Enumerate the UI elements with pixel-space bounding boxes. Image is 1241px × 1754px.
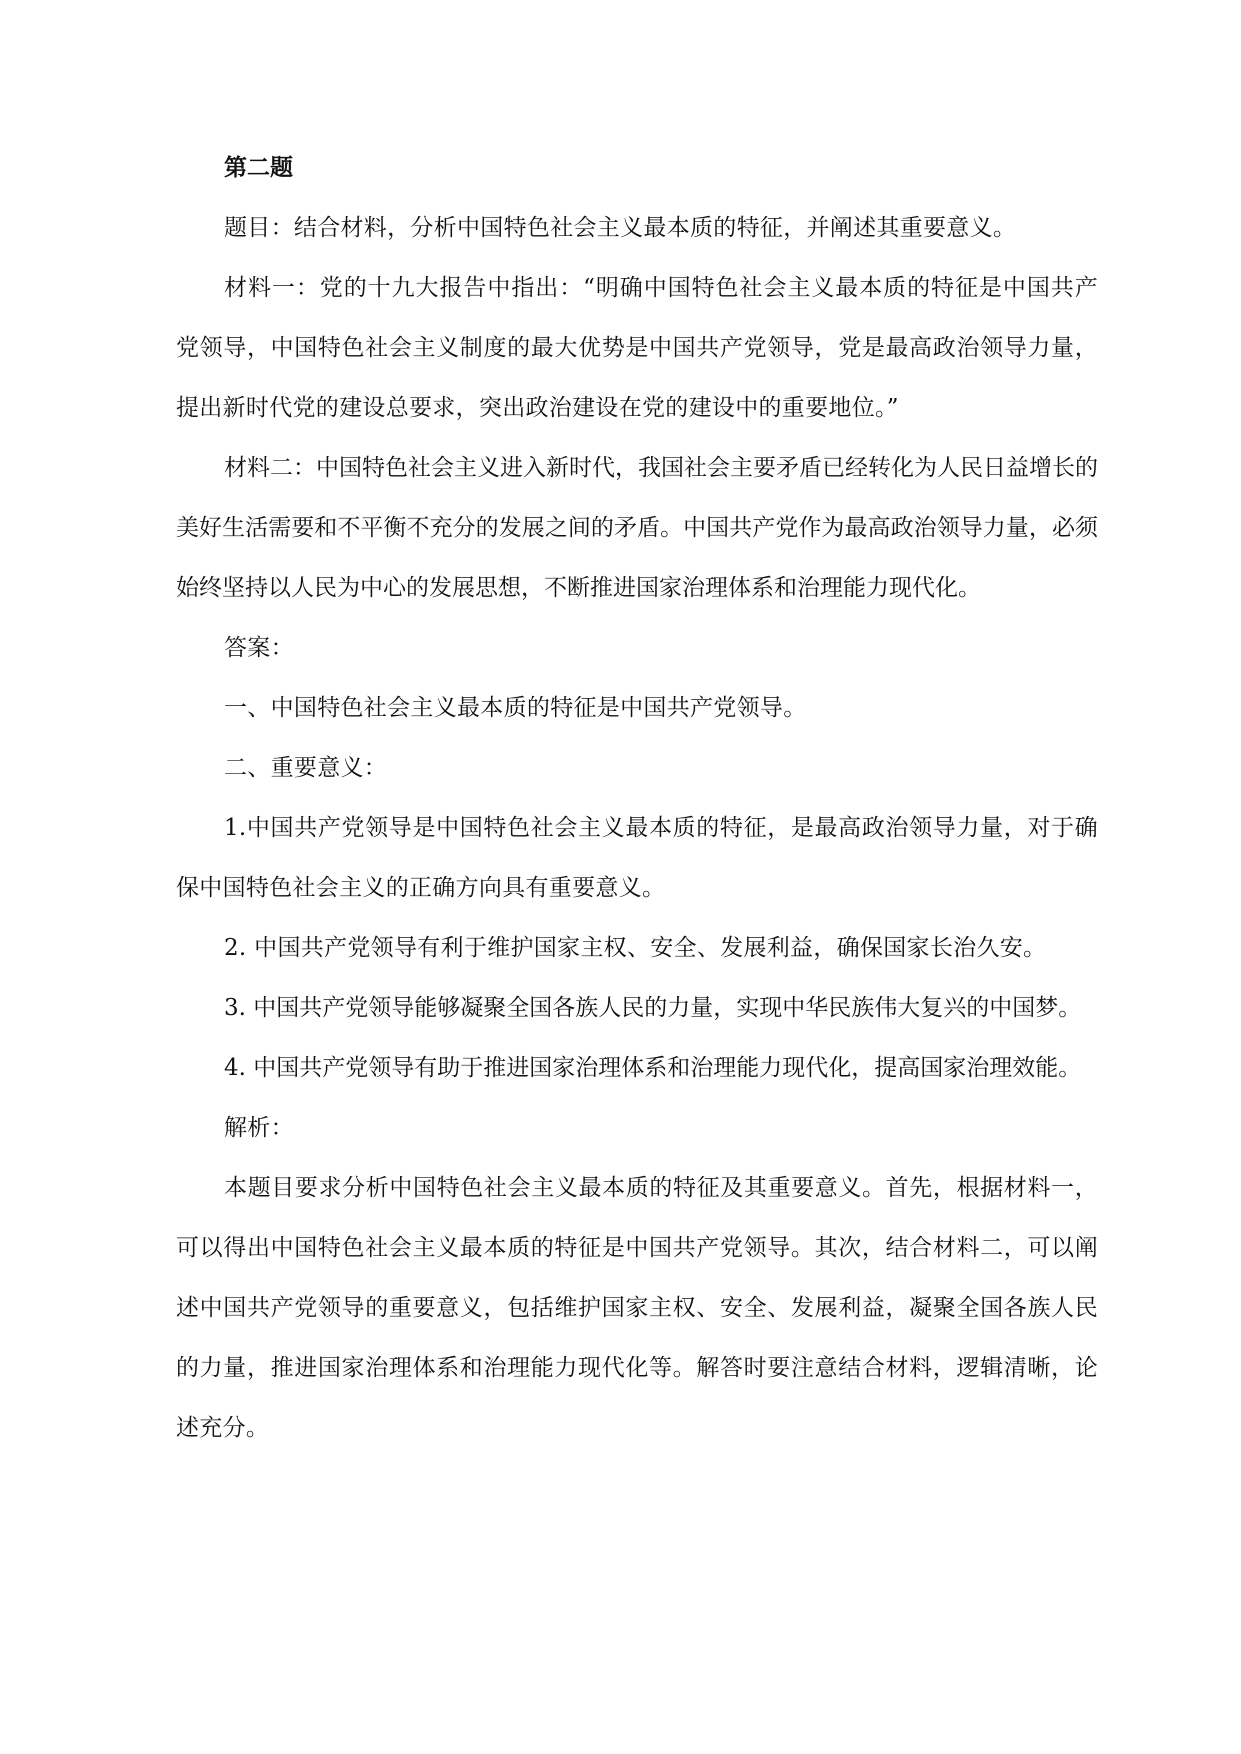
question-prompt: 题目：结合材料，分析中国特色社会主义最本质的特征，并阐述其重要意义。: [224, 215, 1017, 241]
material-one: 材料一：党的十九大报告中指出：“明确中国特色社会主义最本质的特征是中国共产党领导，中国特色社会主义制度的最大优势是中国共产党领导，党是最高政治领导力量，提出新时代党的建设总要求，突出政治建设在党的建设中的重要地位。”: [176, 275, 1098, 421]
significance-item-1: 1.中国共产党领导是中国特色社会主义最本质的特征，是最高政治领导力量，对于确保中国特色社会主义的正确方向具有重要意义。: [176, 815, 1098, 901]
document-body: [176, 138, 1098, 1458]
question-heading: 第二题: [224, 154, 293, 181]
analysis-label: 解析：: [224, 1115, 294, 1141]
material-two: 材料二：中国特色社会主义进入新时代，我国社会主要矛盾已经转化为人民日益增长的美好生活需要和不平衡不充分的发展之间的矛盾。中国共产党作为最高政治领导力量，必须始终坚持以人民为中心的发展思想，不断推进国家治理体系和治理能力现代化。: [176, 455, 1098, 601]
answer-label: 答案：: [224, 635, 294, 661]
analysis-text: 本题目要求分析中国特色社会主义最本质的特征及其重要意义。首先，根据材料一，可以得出中国特色社会主义最本质的特征是中国共产党领导。其次，结合材料二，可以阐述中国共产党领导的重要意义，包括维护国家主权、安全、发展利益，凝聚全国各族人民的力量，推进国家治理体系和治理能力现代化等。解答时要注意结合材料，逻辑清晰，论述充分。: [176, 1175, 1098, 1441]
answer-point-one: 一、中国特色社会主义最本质的特征是中国共产党领导。: [224, 695, 807, 721]
significance-item-4: 4. 中国共产党领导有助于推进国家治理体系和治理能力现代化，提高国家治理效能。: [224, 1055, 1082, 1081]
answer-point-two-label: 二、重要意义：: [224, 755, 388, 781]
significance-item-2: 2. 中国共产党领导有利于维护国家主权、安全、发展利益，确保国家长治久安。: [224, 935, 1047, 961]
significance-item-3: 3. 中国共产党领导能够凝聚全国各族人民的力量，实现中华民族伟大复兴的中国梦。: [224, 995, 1082, 1021]
